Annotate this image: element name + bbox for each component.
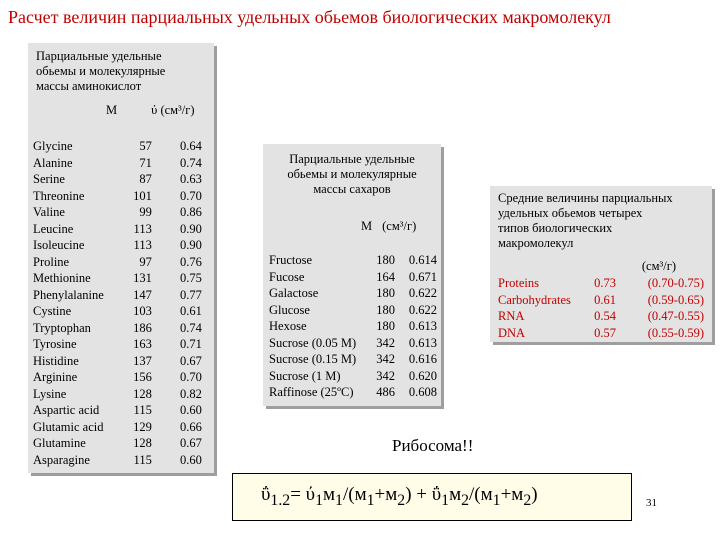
formula-box	[232, 473, 632, 521]
table-row	[498, 275, 704, 292]
row-label: Leucine	[33, 221, 74, 236]
row-label: Isoleucine	[33, 238, 85, 252]
row-value: 0.63	[179, 172, 202, 186]
table-row	[33, 435, 202, 452]
sugar-col-v: (cм³/г)	[382, 219, 417, 233]
row-mass: 486	[376, 385, 395, 399]
table-row	[33, 171, 202, 188]
amino-acid-table-panel	[28, 43, 214, 473]
table-row	[269, 318, 437, 335]
table-row	[33, 452, 202, 469]
amino-acid-table	[33, 138, 202, 468]
row-label: Glycine	[33, 139, 73, 153]
formula-text: $ΰ_{1.2}= ύ_1м_1/(м_1+м_2) + ΰ_1м_2/(м_1+м_2)$	[261, 484, 538, 509]
row-label: Glutamine	[33, 436, 86, 450]
row-label: DNA	[498, 325, 526, 340]
row-label: Arginine	[33, 370, 78, 384]
row-mass: 115	[133, 403, 152, 417]
table-row	[33, 320, 202, 337]
row-mass: 113	[133, 238, 152, 252]
macro-header-line: удельных обьемов четырех	[498, 206, 643, 220]
row-value: (0.59-0.65)	[647, 292, 704, 307]
row-value: 0.90	[179, 238, 202, 252]
row-label: Aspartic acid	[33, 403, 100, 417]
sugar-table-panel	[263, 144, 441, 406]
row-value: 0.60	[179, 403, 202, 417]
row-value: 0.622	[408, 302, 437, 317]
amino-header-line: массы аминокислот	[36, 79, 142, 93]
row-label: Cystine	[33, 304, 72, 318]
table-row	[269, 384, 437, 401]
row-value: 0.70	[179, 188, 202, 203]
table-row	[269, 252, 437, 269]
sugar-column-headers	[361, 219, 416, 234]
row-label: Sucrose (0.15 M)	[269, 352, 357, 366]
row-label: Lysine	[33, 386, 67, 401]
row-value: 0.67	[179, 353, 202, 368]
row-label: Phenylalanine	[33, 287, 104, 302]
row-mass: 0.61	[594, 292, 616, 307]
row-mass: 97	[139, 254, 152, 269]
row-mass: 164	[376, 269, 395, 284]
row-mass: 156	[133, 370, 152, 384]
table-row	[498, 308, 704, 325]
row-mass: 342	[376, 368, 395, 383]
row-label: Histidine	[33, 353, 79, 368]
table-row	[33, 188, 202, 205]
row-mass: 180	[376, 302, 395, 317]
row-value: (0.70-0.75)	[647, 276, 704, 290]
row-mass: 115	[133, 452, 152, 467]
sugar-header-line: обьемы и молекулярные	[287, 167, 417, 181]
sugar-header-line: Парциальные удельные	[289, 152, 415, 166]
ribosome-label: Рибосома!!	[392, 436, 474, 455]
table-row	[33, 303, 202, 320]
table-row	[33, 336, 202, 353]
row-value: 0.614	[408, 253, 437, 267]
row-value: 0.61	[179, 304, 202, 318]
table-row	[33, 287, 202, 304]
row-label: Threonine	[33, 188, 85, 203]
row-label: Tyrosine	[33, 337, 77, 351]
macro-header-line: макромолекул	[498, 236, 574, 250]
row-label: Galactose	[269, 286, 319, 300]
row-mass: 180	[376, 286, 395, 300]
table-row	[498, 325, 704, 342]
table-row	[269, 351, 437, 368]
table-row	[269, 285, 437, 302]
row-mass: 71	[139, 155, 152, 170]
row-label: Valine	[33, 205, 65, 219]
row-label: Glucose	[269, 302, 310, 317]
table-row	[498, 292, 704, 309]
row-label: Glutamic acid	[33, 419, 104, 434]
amino-col-m: M	[106, 103, 118, 117]
table-row	[33, 155, 202, 172]
row-label: Hexose	[269, 319, 307, 333]
row-value: 0.613	[408, 335, 437, 350]
table-row	[33, 221, 202, 238]
table-row	[33, 369, 202, 386]
macro-header-line: типов биологических	[498, 221, 613, 235]
row-value: 0.74	[179, 320, 202, 335]
row-value: 0.82	[179, 386, 202, 401]
row-value: (0.55-0.59)	[647, 325, 704, 340]
table-row	[269, 335, 437, 352]
row-mass: 147	[133, 287, 152, 302]
row-mass: 128	[133, 386, 152, 401]
row-value: 0.86	[179, 205, 202, 219]
row-label: RNA	[498, 309, 525, 323]
table-row	[269, 368, 437, 385]
row-label: Sucrose (1 M)	[269, 368, 341, 383]
row-mass: 129	[133, 419, 152, 434]
row-value: 0.608	[408, 385, 437, 399]
row-value: 0.77	[179, 287, 202, 302]
row-mass: 113	[133, 221, 152, 236]
sugar-table-header	[263, 152, 441, 197]
row-mass: 0.73	[594, 276, 616, 290]
row-label: Serine	[33, 172, 65, 186]
row-label: Sucrose (0.05 M)	[269, 335, 357, 350]
table-row	[33, 254, 202, 271]
row-value: 0.75	[179, 271, 202, 285]
table-row	[33, 402, 202, 419]
row-label: Fructose	[269, 253, 313, 267]
row-label: Asparagine	[33, 452, 90, 467]
row-mass: 0.54	[594, 309, 616, 323]
amino-col-v: ύ (cм³/г)	[151, 103, 195, 117]
row-value: (0.47-0.55)	[647, 309, 704, 323]
table-row	[33, 353, 202, 370]
table-row	[269, 269, 437, 286]
row-value: 0.90	[179, 221, 202, 236]
table-row	[33, 270, 202, 287]
row-value: 0.671	[408, 269, 437, 284]
macro-unit-label: (cм³/г)	[641, 259, 676, 273]
row-value: 0.70	[179, 370, 202, 384]
row-value: 0.616	[408, 352, 437, 366]
row-mass: 99	[139, 205, 152, 219]
sugar-col-m: M	[361, 219, 373, 233]
row-value: 0.74	[179, 155, 202, 170]
row-value: 0.71	[179, 337, 202, 351]
row-mass: 103	[133, 304, 152, 318]
table-row	[33, 419, 202, 436]
row-mass: 342	[376, 335, 395, 350]
row-label: Carbohydrates	[498, 292, 571, 307]
amino-column-headers	[106, 103, 195, 118]
row-label: Fucose	[269, 269, 305, 284]
row-mass: 180	[376, 319, 395, 333]
row-mass: 57	[139, 139, 152, 153]
macromolecule-table-panel	[490, 186, 712, 342]
amino-header-line: Парциальные удельные	[36, 49, 162, 63]
table-row	[33, 237, 202, 254]
table-row	[33, 204, 202, 221]
row-mass: 101	[133, 188, 152, 203]
row-value: 0.66	[179, 419, 202, 434]
row-label: Raffinose (25ºC)	[269, 385, 354, 399]
table-row	[33, 138, 202, 155]
amino-acid-table-header	[36, 49, 165, 94]
row-value: 0.64	[179, 139, 202, 153]
macro-header-line: Средние величины парциальных	[498, 191, 673, 205]
table-row	[269, 302, 437, 319]
row-value: 0.620	[408, 368, 437, 383]
row-label: Methionine	[33, 271, 91, 285]
row-label: Proline	[33, 254, 70, 269]
row-mass: 131	[133, 271, 152, 285]
row-value: 0.622	[408, 286, 437, 300]
row-mass: 163	[133, 337, 152, 351]
row-mass: 180	[376, 253, 395, 267]
row-mass: 0.57	[594, 325, 616, 340]
row-label: Proteins	[498, 276, 539, 290]
page-number: 31	[646, 497, 657, 509]
row-value: 0.67	[179, 436, 202, 450]
row-mass: 186	[133, 320, 152, 335]
row-mass: 342	[376, 352, 395, 366]
row-value: 0.76	[179, 254, 202, 269]
row-mass: 128	[133, 436, 152, 450]
sugar-table	[269, 252, 437, 401]
macromolecule-table	[498, 275, 704, 341]
row-label: Tryptophan	[33, 320, 91, 335]
macromolecule-table-header	[498, 191, 706, 251]
row-mass: 87	[139, 172, 152, 186]
row-mass: 137	[133, 353, 152, 368]
table-row	[33, 386, 202, 403]
row-label: Alanine	[33, 155, 73, 170]
row-value: 0.60	[179, 452, 202, 467]
sugar-header-line: массы сахаров	[313, 182, 391, 196]
slide-title: Расчет величин парциальных удельных обьемов биологических макромолекул	[8, 7, 611, 27]
amino-header-line: обьемы и молекулярные	[36, 64, 166, 78]
row-value: 0.613	[408, 319, 437, 333]
